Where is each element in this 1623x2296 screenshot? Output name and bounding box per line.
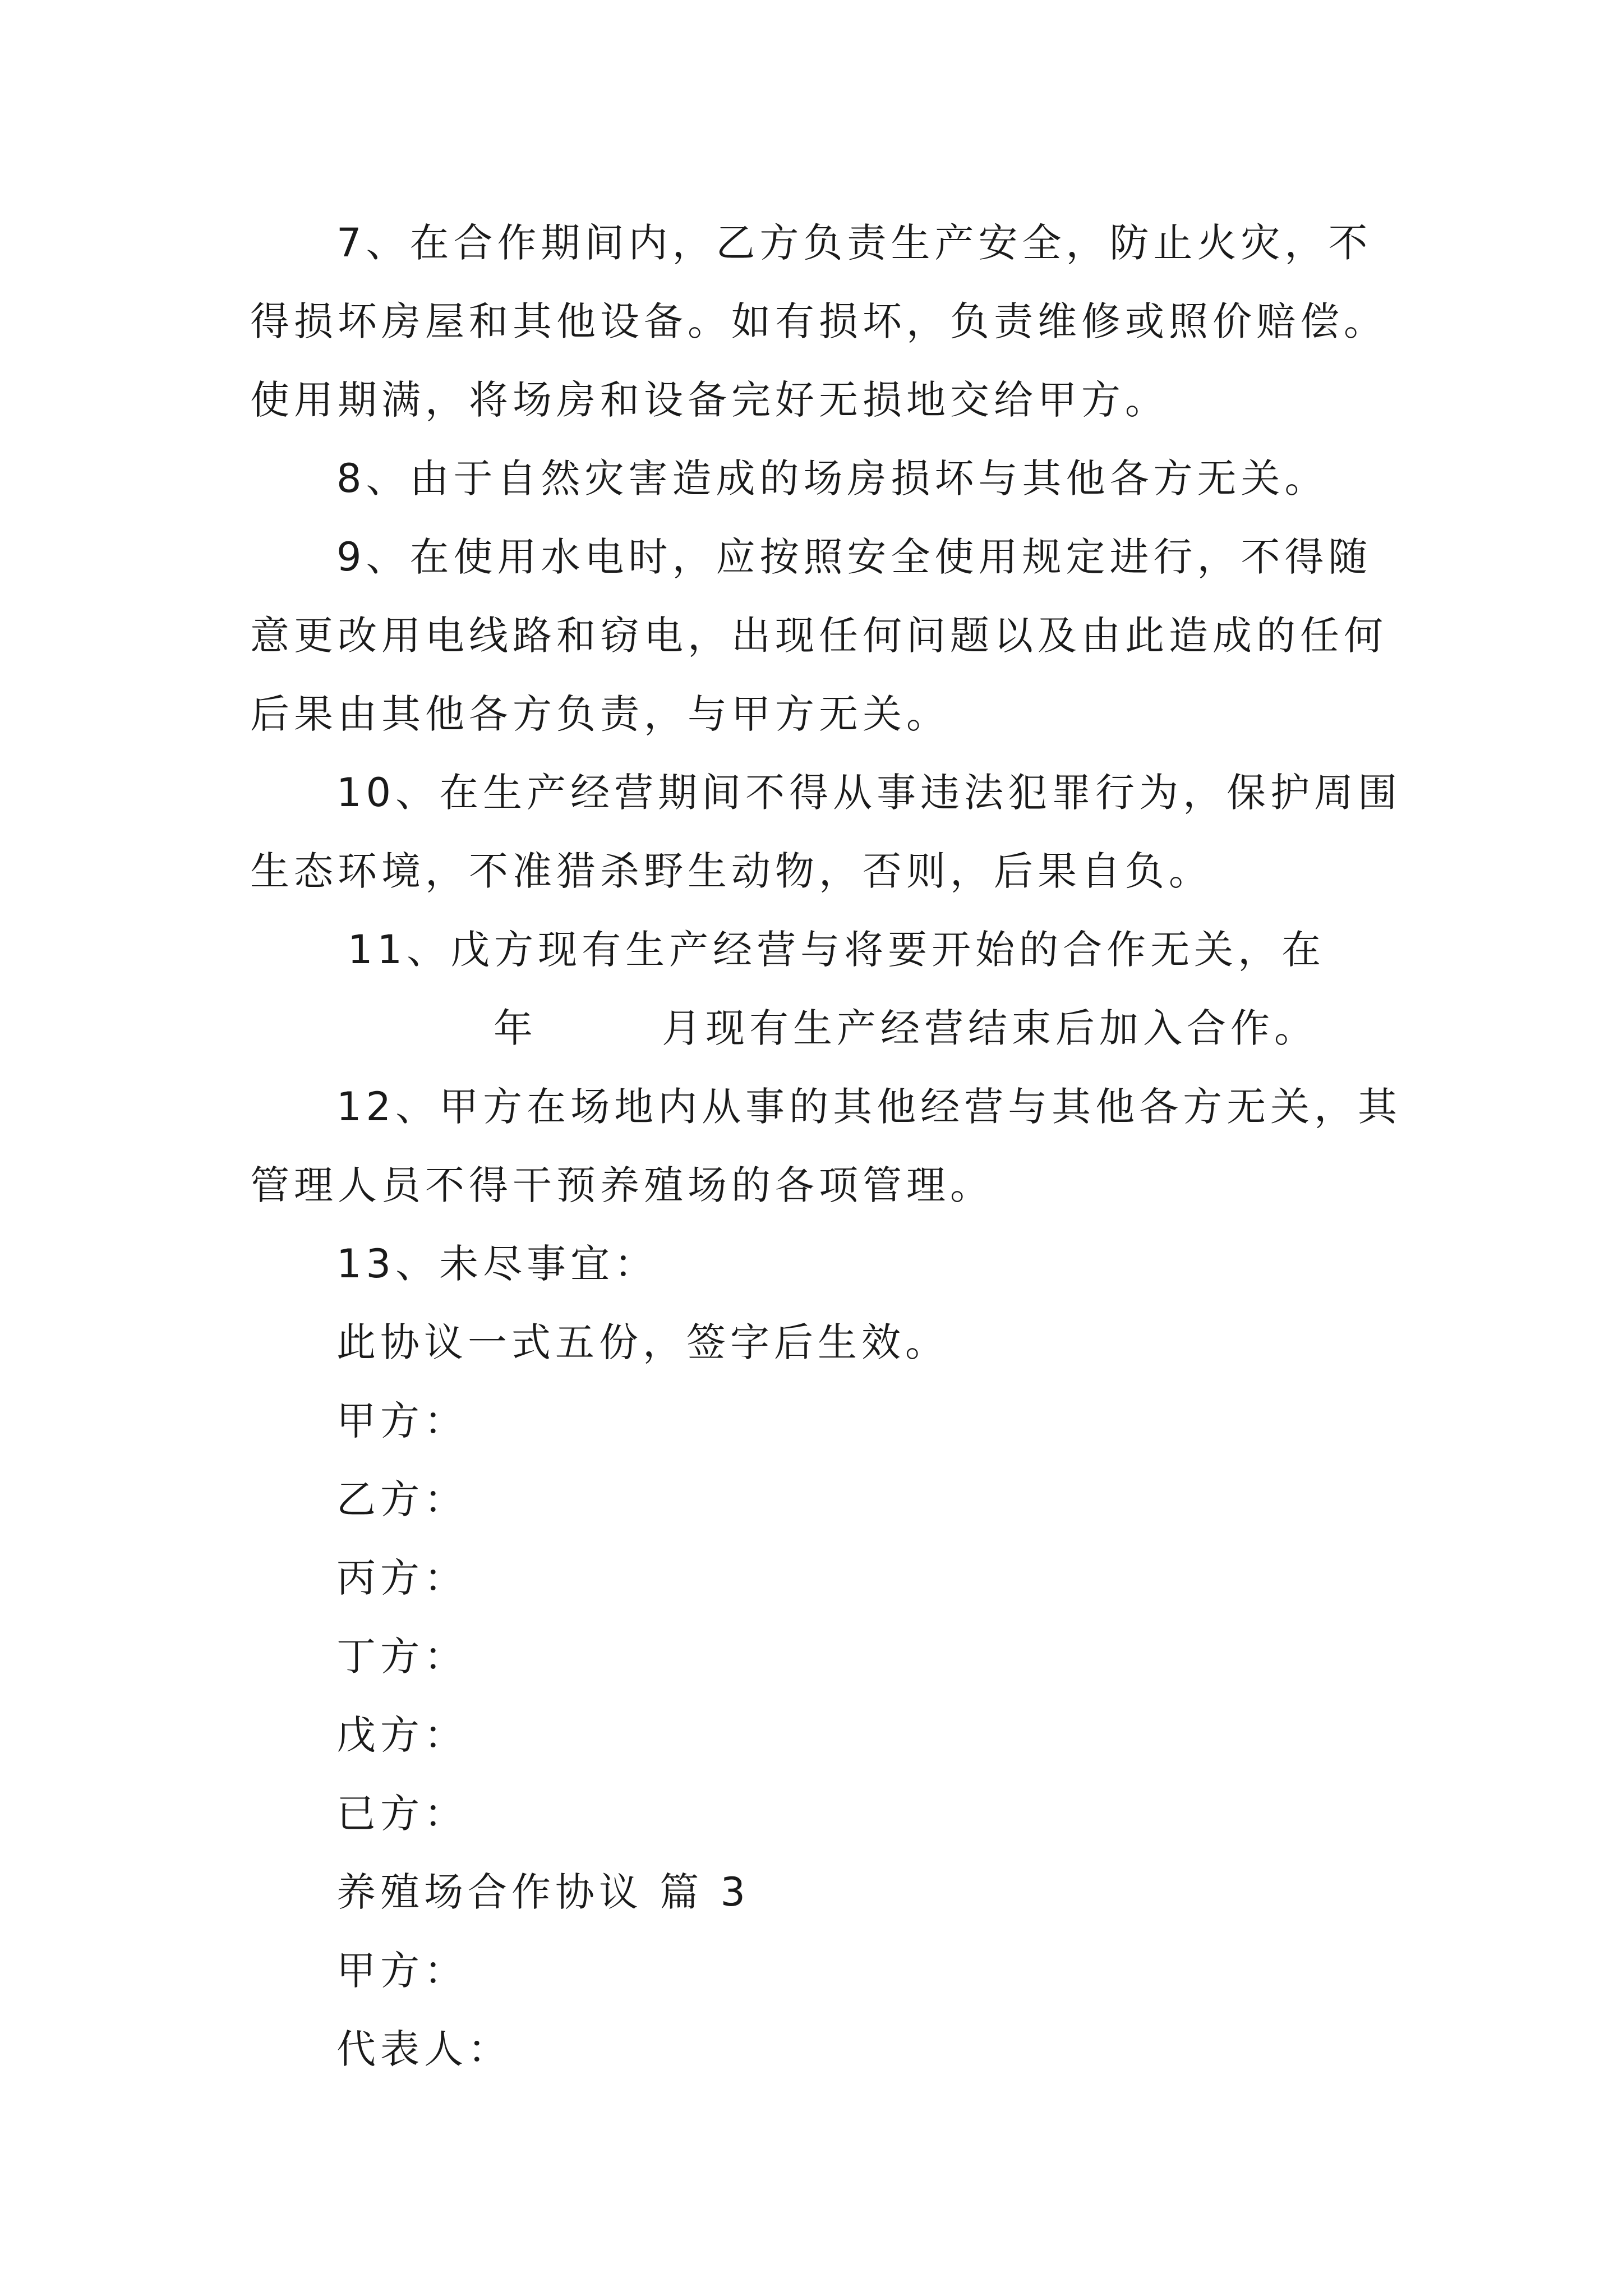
paragraph-11-line-1: 11、戊方现有生产经营与将要开始的合作无关，在 — [348, 927, 1326, 973]
closing-statement: 此协议一式五份，签字后生效。 — [336, 1319, 949, 1365]
paragraph-9-line-2: 意更改用电线路和窃电，出现任何问题以及由此造成的任何 — [250, 613, 1387, 659]
signature-party-c: 丙方： — [336, 1555, 468, 1601]
signature-party-b: 乙方： — [336, 1476, 468, 1522]
next-party-a: 甲方： — [336, 1948, 468, 1994]
paragraph-10-line-1: 10、在生产经营期间不得从事违法犯罪行为，保护周围 — [336, 770, 1402, 816]
paragraph-7-line-3: 使用期满，将场房和设备完好无损地交给甲方。 — [250, 377, 1169, 423]
signature-party-f: 已方： — [336, 1791, 468, 1837]
paragraph-10-line-2: 生态环境，不准猎杀野生动物，否则，后果自负。 — [250, 848, 1212, 894]
signature-party-e: 戊方： — [336, 1712, 468, 1758]
paragraph-7-line-2: 得损坏房屋和其他设备。如有损坏，负责维修或照价赔偿。 — [250, 298, 1387, 344]
paragraph-13: 13、未尽事宜： — [336, 1241, 658, 1287]
paragraph-11-line-2: 月现有生产经营结束后加入合作。 — [662, 1005, 1318, 1051]
paragraph-8: 8、由于自然灾害造成的场房损坏与其他各方无关。 — [336, 455, 1329, 501]
paragraph-11-year: 年 — [494, 1005, 537, 1051]
signature-party-d: 丁方： — [336, 1634, 468, 1680]
section-title: 养殖场合作协议 篇 3 — [336, 1869, 750, 1915]
paragraph-12-line-1: 12、甲方在场地内从事的其他经营与其他各方无关，其 — [336, 1084, 1402, 1130]
paragraph-9-line-1: 9、在使用水电时，应按照安全使用规定进行，不得随 — [336, 534, 1372, 580]
paragraph-12-line-2: 管理人员不得干预养殖场的各项管理。 — [250, 1162, 994, 1208]
paragraph-9-line-3: 后果由其他各方负责，与甲方无关。 — [250, 691, 950, 737]
signature-party-a: 甲方： — [336, 1398, 468, 1444]
representative-label: 代表人： — [336, 2026, 511, 2072]
paragraph-7-line-1: 7、在合作期间内，乙方负责生产安全，防止火灾，不 — [336, 220, 1372, 266]
